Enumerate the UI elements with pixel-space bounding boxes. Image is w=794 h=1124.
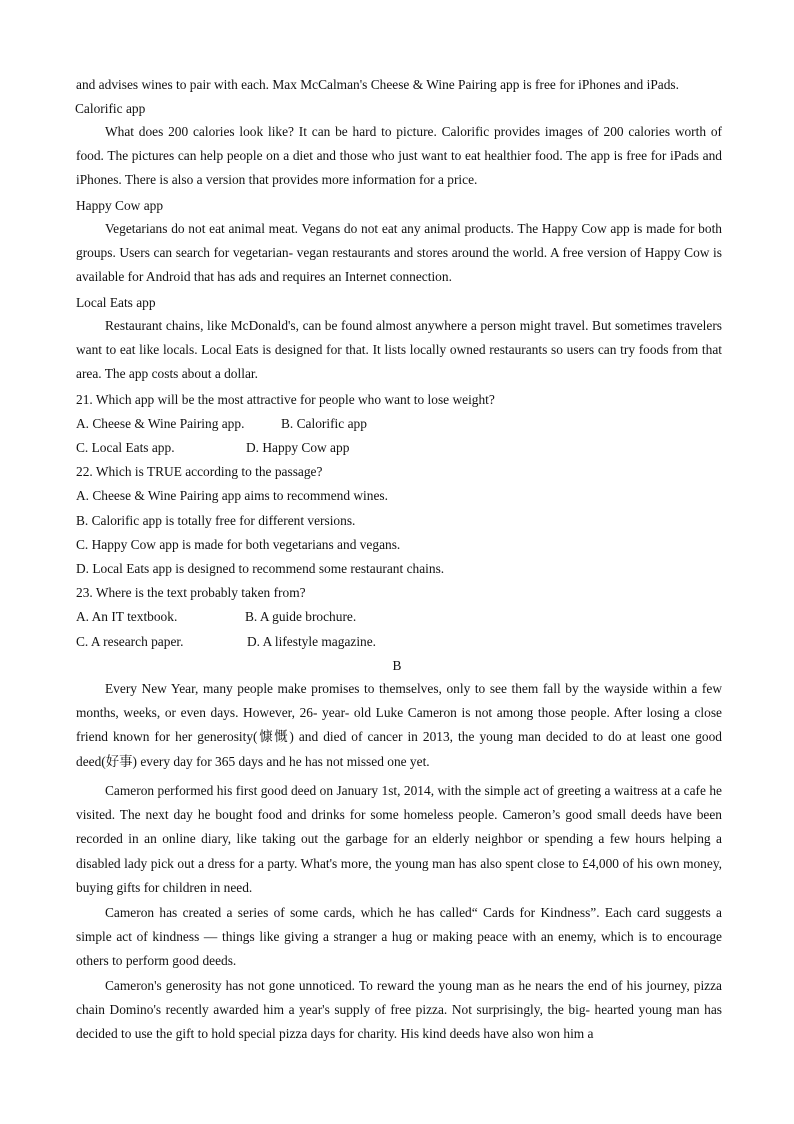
question-21-option-b: B. Calorific app [281, 416, 367, 431]
section-b-paragraph-3: Cameron has created a series of some cards, which he has called“ Cards for Kindness”. Each card suggests a simple act of kindness — things like giving a stranger a hug or making peace with an enemy, which is to encourage others to perform good deeds. [76, 905, 722, 969]
question-22-option-d: D. Local Eats app is designed to recommend some restaurant chains. [76, 561, 445, 576]
calorific-app-heading: Calorific app [75, 101, 146, 116]
question-22-option-c: C. Happy Cow app is made for both vegetarians and vegans. [76, 537, 401, 552]
section-b-paragraph-2: Cameron performed his first good deed on January 1st, 2014, with the simple act of greeting a waitress at a cafe he visited. The next day he bought food and drinks for some homeless people. Cameron’s good small deeds have been recorded in an online diary, like taking out the garbage for an elderly neighbor or spending a few hours helping a disabled lady pick out a dress for a party. What's more, the young man has also spent close to £4,000 of his own money, buying gifts for children in need. [76, 783, 722, 895]
question-23-option-a: A. An IT textbook. [76, 609, 178, 624]
question-21-option-a: A. Cheese & Wine Pairing app. [76, 416, 245, 431]
local-eats-app-paragraph: Restaurant chains, like McDonald's, can be found almost anywhere a person might travel. But sometimes travelers want to eat like locals. Local Eats is designed for that. It lists locally owned restaurants so users can try foods from that area. The app costs about a dollar. [76, 318, 722, 382]
question-22-stem: 22. Which is TRUE according to the passage? [76, 464, 323, 479]
local-eats-app-heading: Local Eats app [76, 295, 156, 310]
question-22-option-a: A. Cheese & Wine Pairing app aims to recommend wines. [76, 488, 388, 503]
calorific-app-paragraph: What does 200 calories look like? It can be hard to picture. Calorific provides images of 200 calories worth of food. The pictures can help people on a diet and those who just want to eat healthier food. The app is free for iPads and iPhones. There is also a version that provides more information for a price. [76, 124, 722, 188]
intro-tail: and advises wines to pair with each. Max McCalman's Cheese & Wine Pairing app is free for iPhones and iPads. [76, 77, 679, 92]
question-21-option-d: D. Happy Cow app [246, 440, 350, 455]
question-23-option-c: C. A research paper. [76, 634, 184, 649]
section-b-paragraph-1: Every New Year, many people make promises to themselves, only to see them fall by the wayside within a few months, weeks, or even days. However, 26- year- old Luke Cameron is not among those people. After losing a close friend known for her generosity(慷慨) and died of cancer in 2013, the young man decided to do at least one good deed(好事) every day for 365 days and he has not missed one yet. [76, 681, 722, 769]
question-23-option-d: D. A lifestyle magazine. [247, 634, 377, 649]
question-21-stem: 21. Which app will be the most attractive for people who want to lose weight? [76, 392, 495, 407]
happy-cow-app-paragraph: Vegetarians do not eat animal meat. Vegans do not eat any animal products. The Happy Cow app is made for both groups. Users can search for vegetarian- vegan restaurants and stores around the world. A free version of Happy Cow is available for Android that has ads and requires an Internet connection. [76, 221, 722, 285]
question-23-stem: 23. Where is the text probably taken from? [76, 585, 306, 600]
happy-cow-app-heading: Happy Cow app [76, 198, 164, 213]
question-22-option-b: B. Calorific app is totally free for different versions. [76, 513, 356, 528]
question-21-option-c: C. Local Eats app. [76, 440, 175, 455]
question-23-option-b: B. A guide brochure. [245, 609, 357, 624]
section-b-label: B [392, 658, 402, 673]
section-b-paragraph-4: Cameron's generosity has not gone unnoticed. To reward the young man as he nears the end of his journey, pizza chain Domino's recently awarded him a year's supply of free pizza. Not surprisingly, the big- hearted young man has decided to use the gift to hold special pizza days for charity. His kind deeds have also won him a [76, 978, 722, 1042]
